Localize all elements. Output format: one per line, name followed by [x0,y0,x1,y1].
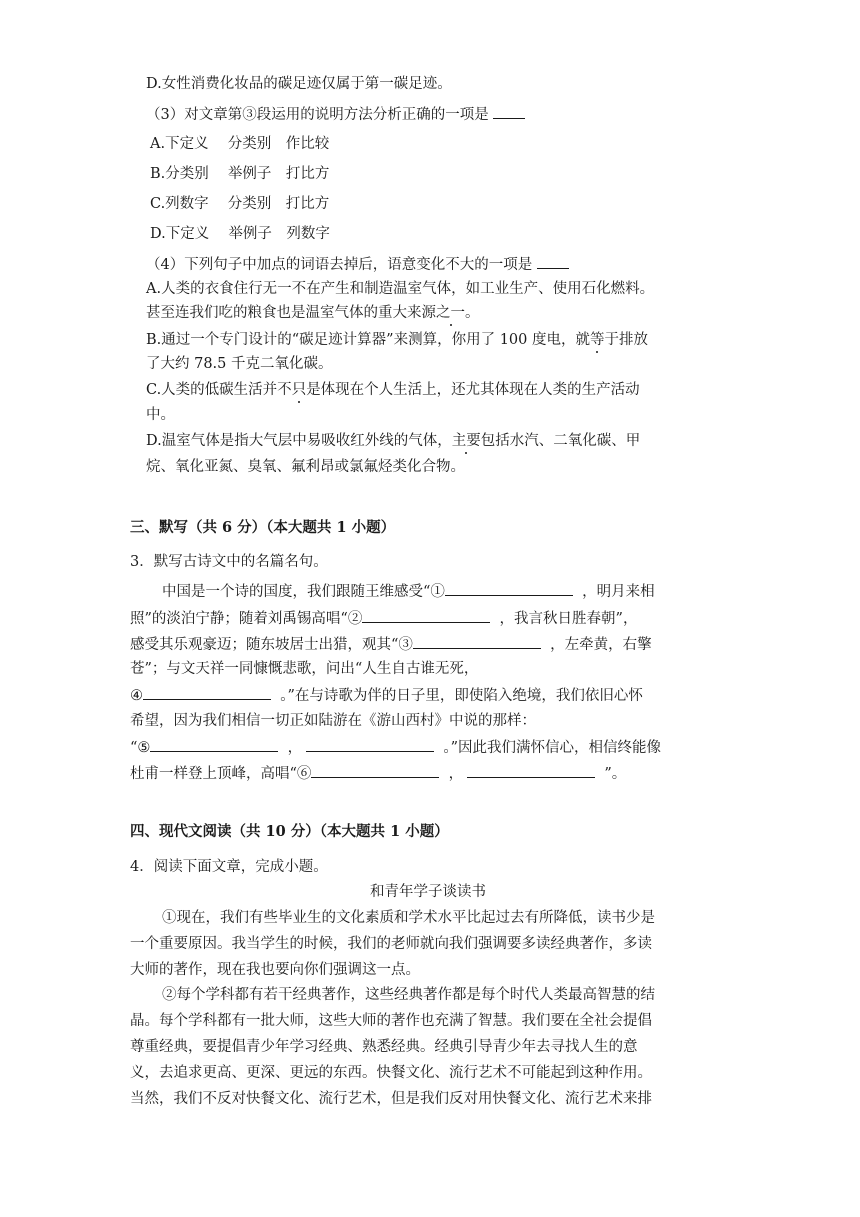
text: 排放 [618,332,648,348]
dictation-line-6: 希望，因为我们相信一切正如陆游在《游山西村》中说的那样： [130,713,536,729]
text: 。”在与诗歌为伴的日子里，即使陷入绝境，我们依旧心怀 [280,688,643,704]
option-a-line1: A.人类的衣食住行无一不在产生和制造温室气体，如工业生产、使用石化燃料。 [146,281,655,297]
option-a-line2 [146,303,480,323]
text: “⑤ [130,740,151,756]
dictation-line-4: 苍”；与文天祥一同慷慨悲歌，问出“人生自古谁无死， [130,661,479,677]
text: 中国是一个诗的国度，我们跟随王维感受“① [162,584,445,600]
question-4-label: 4．阅读下面文章，完成小题。 [130,859,328,875]
question-4-stem [146,254,569,275]
option-d-line1 [146,431,640,451]
emphasis-dot-word: 主要 [451,433,481,449]
text: 照”的淡泊宁静；随着刘禹锡高唱“② [130,611,363,627]
text: ，我言秋日胜春朝”， [499,611,638,627]
emphasis-dot-word: 之一 [436,305,465,321]
option-d-line2: 烷、氧化亚氮、臭氧、氟利昂或氯氟烃类化合物。 [146,459,465,475]
text: 是体现在个人生活上，还尤其体现在人类的生产活动 [306,382,640,398]
fill-blank-6b[interactable] [467,763,595,778]
text: 包括水汽、二氧化碳、甲 [480,433,641,449]
dotted-word [436,305,465,321]
dictation-line-1 [162,581,655,602]
fill-blank-6a[interactable] [311,763,439,778]
text: 杜甫一样登上顶峰，高唱“⑥ [130,766,312,782]
dictation-line-7 [130,737,661,758]
option-b-line2: 了大约 78.5 千克二氧化碳。 [146,356,333,372]
text: ”。 [604,766,627,782]
section-3-title: 三、默写（共 6 分）（本大题共 1 小题） [130,519,396,536]
text: ，左牵黄，右擎 [550,637,652,653]
fill-blank-3[interactable] [413,634,541,649]
text: D.温室气体是指大气层中易吸收红外线的气体， [146,433,452,449]
text: C.人类的低碳生活并不 [146,382,292,398]
paragraph-2-line: 晶。每个学科都有一批大师，这些大师的著作也充满了智慧。我们要在全社会提倡 [130,1013,652,1029]
dictation-line-5 [130,685,643,706]
article-title: 和青年学子谈读书 [370,884,486,900]
text: 甚至连我们吃的粮食也是温室气体的重大来源 [146,305,436,321]
stem-text: （3）对文章第③段运用的说明方法分析正确的一项是 [146,107,489,123]
option-c-line1 [146,380,640,400]
stem-text: （4）下列句子中加点的词语去掉后，语意变化不大的一项是 [146,257,533,273]
text: 感受其乐观豪迈；随东坡居士出猎，观其“③ [130,637,413,653]
emphasis-dot-word: 只 [291,382,307,398]
text: ， [448,766,464,782]
text: ，明月来相 [582,584,655,600]
option-c-line2: 中。 [146,407,175,423]
paragraph-1-line: 一个重要原因。我当学生的时候，我们的老师就向我们强调要多读经典著作，多读 [130,936,652,952]
fill-blank-5b[interactable] [306,737,434,752]
text: ， [287,740,303,756]
option-b: B.分类别 举例子 打比方 [150,166,330,182]
paragraph-2-line: 尊重经典，要提倡青少年学习经典、熟悉经典。经典引导青少年去寻找人生的意 [130,1039,638,1055]
fill-blank-1[interactable] [445,581,573,596]
option-d-text: D.女性消费化妆品的碳足迹仅属于第一碳足迹。 [146,76,452,92]
emphasis-dot-word: 就等于 [575,332,619,348]
paragraph-2-line: 义，去追求更高、更深、更远的东西。快餐文化、流行艺术不可能起到这种作用。 [130,1065,652,1081]
text: 。”因此我们满怀信心，相信终能像 [443,740,662,756]
paragraph-1-line: ①现在，我们有些毕业生的文化素质和学术水平比起过去有所降低，读书少是 [162,910,655,926]
dictation-line-2 [130,608,637,629]
option-d: D.下定义 举例子 列数字 [150,226,330,242]
option-c: C.列数字 分类别 打比方 [150,196,330,212]
dictation-line-3 [130,634,652,655]
question-3-label: 3．默写古诗文中的名篇名句。 [130,554,328,570]
paragraph-2-line: 当然，我们不反对快餐文化、流行艺术，但是我们反对用快餐文化、流行艺术来排 [130,1091,652,1107]
paragraph-1-line: 大师的著作，现在我也要向你们强调这一点。 [130,962,420,978]
answer-blank [537,254,569,269]
option-a: A.下定义 分类别 作比较 [150,136,330,152]
text: ④ [130,688,143,704]
dictation-line-8 [130,763,626,784]
fill-blank-2[interactable] [362,608,490,623]
text: B.通过一个专门设计的“碳足迹计算器”来测算，你用了 100 度电， [146,332,576,348]
fill-blank-4[interactable] [143,685,271,700]
option-b-line1 [146,330,648,350]
answer-blank [493,104,525,119]
text: 。 [465,305,480,321]
paragraph-2-line: ②每个学科都有若干经典著作，这些经典著作都是每个时代人类最高智慧的结 [162,987,655,1003]
question-3-stem [146,104,525,125]
section-4-title: 四、现代文阅读（共 10 分）（本大题共 1 小题） [130,823,449,840]
fill-blank-5a[interactable] [150,737,278,752]
